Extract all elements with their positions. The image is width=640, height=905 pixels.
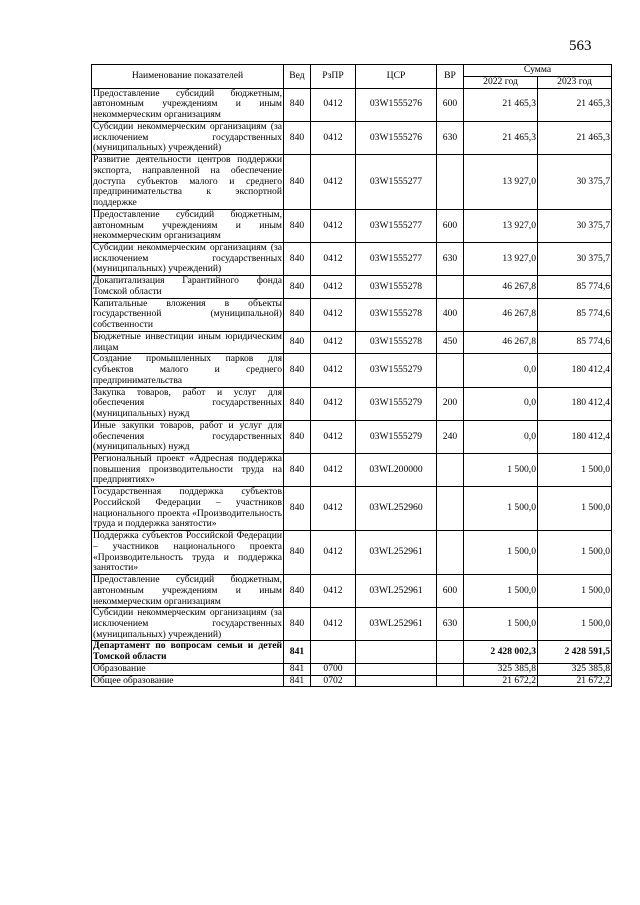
cell-csr: 03W1555278 xyxy=(356,298,437,331)
cell-ved: 840 xyxy=(284,453,311,486)
cell-rzpr: 0412 xyxy=(311,608,356,641)
cell-y2022: 13 927,0 xyxy=(464,243,538,276)
cell-y2023: 2 428 591,5 xyxy=(538,641,612,663)
cell-vr xyxy=(437,531,464,575)
cell-y2022: 1 500,0 xyxy=(464,531,538,575)
header-sum: Сумма xyxy=(464,65,612,77)
cell-rzpr: 0412 xyxy=(311,331,356,353)
cell-ved: 840 xyxy=(284,487,311,531)
cell-rzpr: 0412 xyxy=(311,298,356,331)
cell-vr: 600 xyxy=(437,88,464,121)
header-csr: ЦСР xyxy=(356,65,437,89)
cell-ved: 840 xyxy=(284,121,311,154)
cell-ved: 840 xyxy=(284,531,311,575)
cell-ved: 840 xyxy=(284,387,311,420)
table-row xyxy=(92,387,612,420)
cell-y2023: 1 500,0 xyxy=(538,487,612,531)
cell-csr xyxy=(356,663,437,675)
cell-ved: 841 xyxy=(284,675,311,687)
cell-y2023: 1 500,0 xyxy=(538,531,612,575)
cell-y2022: 325 385,8 xyxy=(464,663,538,675)
cell-name: Развитие деятельности центров поддержки экспорта, направленной на обеспечение доступа субъектов малого и среднего предпринимательства к экспортной поддержке xyxy=(93,154,282,209)
cell-rzpr: 0412 xyxy=(311,575,356,608)
cell-ved: 840 xyxy=(284,298,311,331)
cell-ved: 840 xyxy=(284,575,311,608)
cell-ved: 841 xyxy=(284,663,311,675)
cell-y2023: 85 774,6 xyxy=(538,276,612,298)
header-vr: ВР xyxy=(437,65,464,89)
cell-name: Региональный проект «Адресная поддержка повышения производительности труда на предприятиях» xyxy=(93,452,282,486)
cell-name: Общее образование xyxy=(92,675,284,687)
cell-vr xyxy=(437,354,464,387)
cell-name: Капитальные вложения в объекты государственной (муниципальной) собственности xyxy=(93,297,282,331)
cell-y2023: 85 774,6 xyxy=(538,331,612,353)
cell-vr: 240 xyxy=(437,420,464,453)
cell-y2023: 21 465,3 xyxy=(538,88,612,121)
cell-vr: 630 xyxy=(437,243,464,276)
cell-name: Государственная поддержка субъектов Российской Федерации – участников национального проекта «Производительность труда и поддержка занятости» xyxy=(93,486,282,530)
cell-vr xyxy=(437,641,464,663)
cell-y2023: 1 500,0 xyxy=(538,608,612,641)
cell-ved: 840 xyxy=(284,608,311,641)
cell-name: Бюджетные инвестиции иным юридическим лицам xyxy=(93,330,282,353)
cell-name: Докапитализация Гарантийного фонда Томской области xyxy=(93,275,282,297)
table-row xyxy=(92,121,612,154)
page-number: 563 xyxy=(569,38,592,54)
header-name: Наименование показателей xyxy=(92,65,284,89)
cell-vr: 450 xyxy=(437,331,464,353)
cell-csr: 03W1555276 xyxy=(356,88,437,121)
header-rzpr: РзПР xyxy=(311,65,356,89)
table-row xyxy=(92,487,612,531)
cell-y2022: 1 500,0 xyxy=(464,575,538,608)
table-row xyxy=(92,420,612,453)
cell-name: Создание промышленных парков для субъектов малого и среднего предпринимательства xyxy=(93,353,282,386)
cell-rzpr: 0412 xyxy=(311,453,356,486)
table-body xyxy=(92,88,612,687)
cell-y2023: 180 412,4 xyxy=(538,354,612,387)
cell-rzpr: 0412 xyxy=(311,155,356,210)
cell-name: Предоставление субсидий бюджетным, автономным учреждениям и иным некоммерческим организациям xyxy=(93,208,282,242)
header-year-2023: 2023 год xyxy=(538,76,612,88)
cell-y2022: 13 927,0 xyxy=(464,209,538,242)
cell-csr: 03W1555278 xyxy=(356,331,437,353)
cell-name: Иные закупки товаров, работ и услуг для обеспечения государственных (муниципальных) нужд xyxy=(93,419,282,453)
cell-rzpr: 0412 xyxy=(311,420,356,453)
cell-vr xyxy=(437,453,464,486)
cell-vr: 400 xyxy=(437,298,464,331)
cell-csr: 03WL252961 xyxy=(356,608,437,641)
cell-csr: 03W1555279 xyxy=(356,420,437,453)
table-row xyxy=(92,155,612,210)
cell-rzpr: 0412 xyxy=(311,487,356,531)
table-row xyxy=(92,88,612,121)
header-ved: Вед xyxy=(284,65,311,89)
cell-y2023: 30 375,7 xyxy=(538,243,612,276)
cell-y2022: 1 500,0 xyxy=(464,453,538,486)
cell-y2022: 13 927,0 xyxy=(464,155,538,210)
cell-y2022: 0,0 xyxy=(464,387,538,420)
cell-y2023: 85 774,6 xyxy=(538,298,612,331)
cell-y2023: 325 385,8 xyxy=(538,663,612,675)
cell-name: Поддержка субъектов Российской Федерации – участников национального проекта «Производительность труда и поддержка занятости» xyxy=(93,530,282,574)
cell-rzpr: 0412 xyxy=(311,209,356,242)
table-row xyxy=(92,354,612,387)
cell-csr: 03W1555279 xyxy=(356,387,437,420)
table-row xyxy=(92,243,612,276)
cell-rzpr xyxy=(311,641,356,663)
cell-vr xyxy=(437,675,464,687)
cell-rzpr: 0700 xyxy=(311,663,356,675)
cell-vr xyxy=(437,487,464,531)
cell-name: Предоставление субсидий бюджетным, автономным учреждениям и иным некоммерческим организациям xyxy=(93,574,282,607)
cell-vr: 600 xyxy=(437,575,464,608)
cell-ved: 840 xyxy=(284,420,311,453)
cell-vr: 630 xyxy=(437,608,464,641)
cell-csr: 03W1555277 xyxy=(356,209,437,242)
cell-y2023: 180 412,4 xyxy=(538,420,612,453)
cell-y2023: 1 500,0 xyxy=(538,575,612,608)
cell-y2022: 0,0 xyxy=(464,420,538,453)
table-row xyxy=(92,575,612,608)
cell-name: Субсидии некоммерческим организациям (за исключением государственных (муниципальных) учреждений) xyxy=(93,607,282,640)
cell-y2022: 46 267,8 xyxy=(464,276,538,298)
cell-vr xyxy=(437,276,464,298)
cell-csr: 03W1555277 xyxy=(356,155,437,210)
cell-y2022: 46 267,8 xyxy=(464,298,538,331)
cell-y2022: 1 500,0 xyxy=(464,487,538,531)
table-header xyxy=(92,65,612,89)
cell-csr xyxy=(356,675,437,687)
cell-rzpr: 0412 xyxy=(311,88,356,121)
header-year-2022: 2022 год xyxy=(464,76,538,88)
cell-vr: 600 xyxy=(437,209,464,242)
cell-vr xyxy=(437,155,464,210)
cell-ved: 840 xyxy=(284,276,311,298)
cell-rzpr: 0412 xyxy=(311,531,356,575)
cell-y2022: 21 465,3 xyxy=(464,121,538,154)
cell-ved: 840 xyxy=(284,155,311,210)
cell-csr xyxy=(356,641,437,663)
table-row xyxy=(92,675,612,687)
table-row xyxy=(92,298,612,331)
cell-csr: 03WL252960 xyxy=(356,487,437,531)
table-row xyxy=(92,641,612,663)
cell-csr: 03W1555279 xyxy=(356,354,437,387)
cell-rzpr: 0412 xyxy=(311,387,356,420)
table-row xyxy=(92,209,612,242)
cell-y2022: 2 428 002,3 xyxy=(464,641,538,663)
cell-vr: 630 xyxy=(437,121,464,154)
cell-csr: 03WL252961 xyxy=(356,531,437,575)
cell-y2023: 1 500,0 xyxy=(538,453,612,486)
cell-name: Закупка товаров, работ и услуг для обеспечения государственных (муниципальных) нужд xyxy=(93,386,282,420)
cell-rzpr: 0702 xyxy=(311,675,356,687)
cell-name: Департамент по вопросам семьи и детей Томской области xyxy=(93,640,282,663)
cell-vr xyxy=(437,663,464,675)
cell-vr: 200 xyxy=(437,387,464,420)
cell-name: Субсидии некоммерческим организациям (за исключением государственных (муниципальных) учреждений) xyxy=(93,242,282,275)
cell-y2023: 180 412,4 xyxy=(538,387,612,420)
cell-rzpr: 0412 xyxy=(311,243,356,276)
cell-ved: 840 xyxy=(284,243,311,276)
cell-y2023: 30 375,7 xyxy=(538,155,612,210)
cell-csr: 03W1555276 xyxy=(356,121,437,154)
cell-csr: 03W1555278 xyxy=(356,276,437,298)
cell-y2022: 1 500,0 xyxy=(464,608,538,641)
cell-name: Образование xyxy=(92,663,284,675)
cell-name: Предоставление субсидий бюджетным, автономным учреждениям и иным некоммерческим организациям xyxy=(93,87,282,121)
table-row xyxy=(92,608,612,641)
cell-ved: 840 xyxy=(284,331,311,353)
cell-rzpr: 0412 xyxy=(311,276,356,298)
cell-y2023: 30 375,7 xyxy=(538,209,612,242)
cell-y2022: 21 465,3 xyxy=(464,88,538,121)
budget-table xyxy=(91,64,612,687)
cell-y2023: 21 672,2 xyxy=(538,675,612,687)
cell-y2023: 21 465,3 xyxy=(538,121,612,154)
cell-ved: 840 xyxy=(284,354,311,387)
cell-ved: 840 xyxy=(284,88,311,121)
cell-csr: 03WL200000 xyxy=(356,453,437,486)
cell-rzpr: 0412 xyxy=(311,354,356,387)
cell-rzpr: 0412 xyxy=(311,121,356,154)
cell-y2022: 46 267,8 xyxy=(464,331,538,353)
table-row xyxy=(92,453,612,486)
table-row xyxy=(92,331,612,353)
cell-name: Субсидии некоммерческим организациям (за исключением государственных (муниципальных) учреждений) xyxy=(93,120,282,154)
cell-y2022: 21 672,2 xyxy=(464,675,538,687)
cell-ved: 841 xyxy=(284,641,311,663)
table-row xyxy=(92,531,612,575)
table-row xyxy=(92,663,612,675)
cell-csr: 03W1555277 xyxy=(356,243,437,276)
cell-ved: 840 xyxy=(284,209,311,242)
cell-csr: 03WL252961 xyxy=(356,575,437,608)
cell-y2022: 0,0 xyxy=(464,354,538,387)
table-row xyxy=(92,276,612,298)
